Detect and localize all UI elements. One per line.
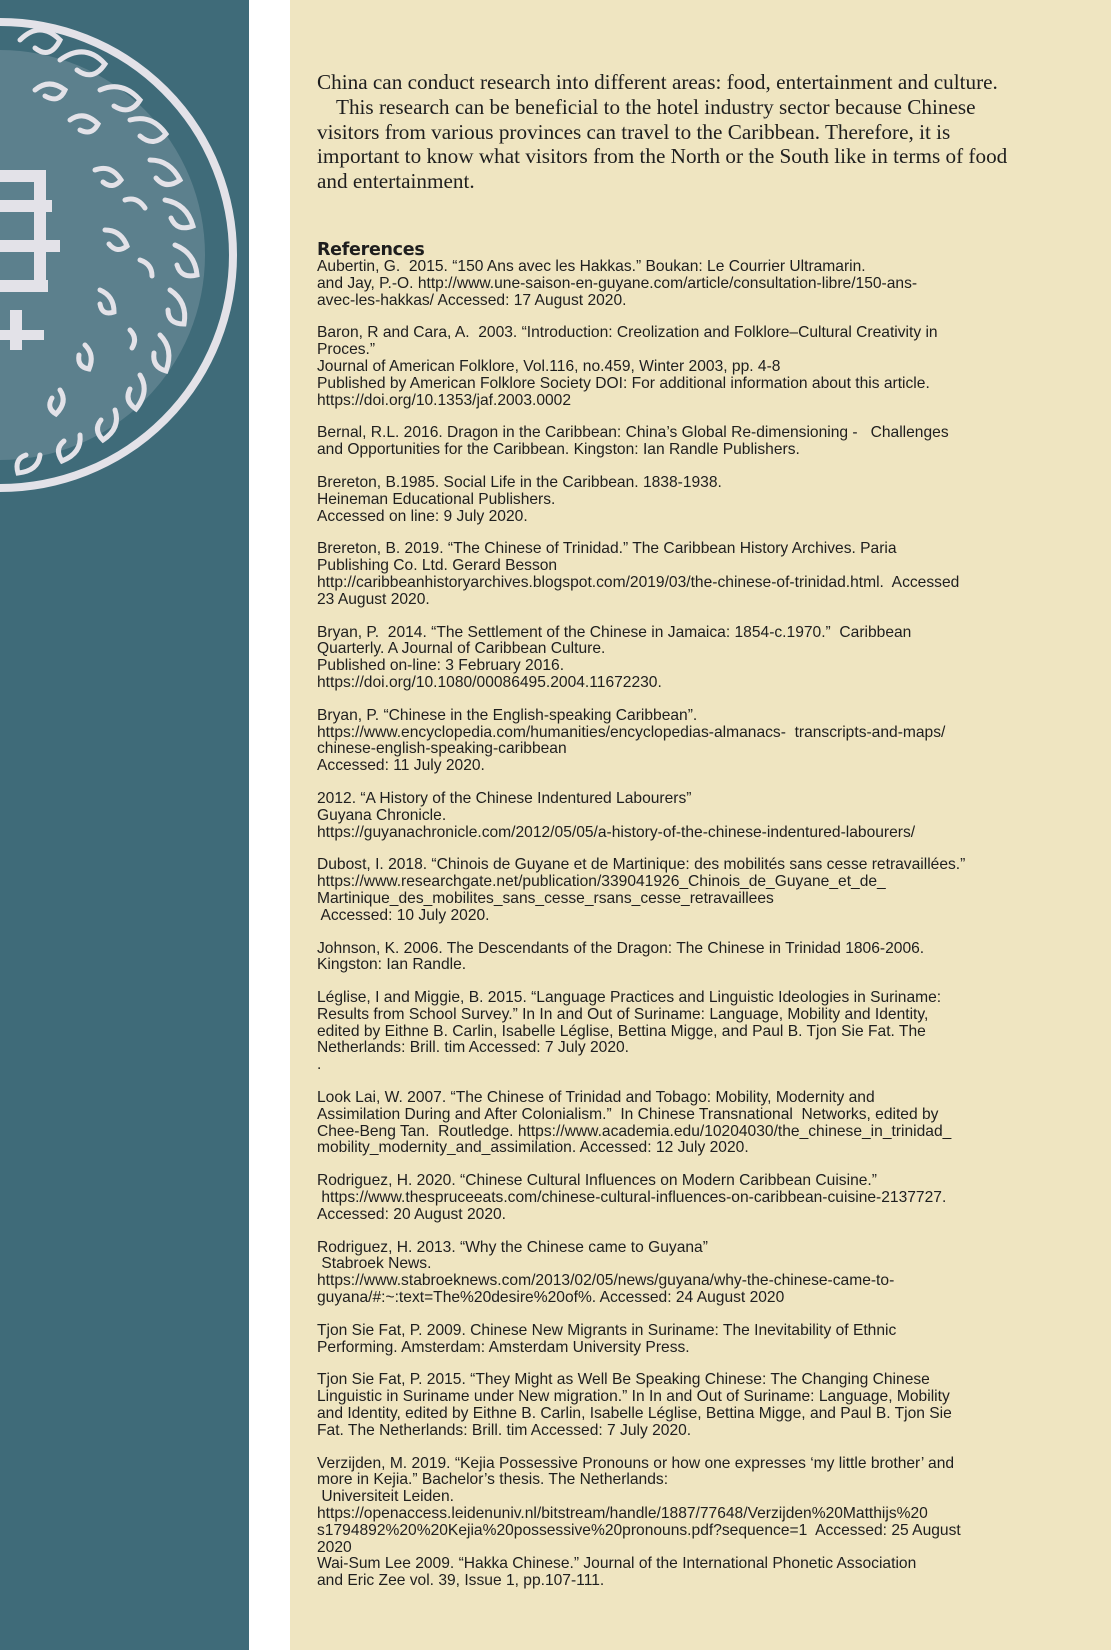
reference-line: Martinique_des_mobilites_sans_cesse_rsans_cesse_retravaillees xyxy=(317,889,774,907)
reference-entry xyxy=(317,1372,1047,1439)
reference-line: Dubost, I. 2018. “Chinois de Guyane et de Martinique: des mobilités sans cesse retravaillées.” xyxy=(317,856,966,874)
reference-line: mobility_modernity_and_assimilation. Accessed: 12 July 2020. xyxy=(317,1139,749,1157)
reference-line: Stabroek News. xyxy=(317,1255,432,1273)
reference-line: and Opportunities for the Caribbean. Kingston: Ian Randle Publishers. xyxy=(317,441,800,459)
reference-line: Rodriguez, H. 2020. “Chinese Cultural Influences on Modern Caribbean Cuisine.” xyxy=(317,1172,877,1190)
reference-entry xyxy=(317,791,1047,841)
reference-line: Léglise, I and Miggie, B. 2015. “Language Practices and Linguistic Ideologies in Suriname: xyxy=(317,989,942,1007)
references-heading: References xyxy=(317,240,425,260)
reference-line: Wai-Sum Lee 2009. “Hakka Chinese.” Journal of the International Phonetic Association xyxy=(317,1555,917,1573)
reference-entry xyxy=(317,1090,1047,1157)
reference-entry xyxy=(317,625,1047,692)
reference-line: https://openaccess.leidenuniv.nl/bitstream/handle/1887/77648/Verzijden%20Matthijs%20 xyxy=(317,1505,928,1523)
body-paragraph: China can conduct research into different areas: food, entertainment and culture. xyxy=(317,70,998,94)
reference-line: Verzijden, M. 2019. “Kejia Possessive Pronouns or how one expresses ‘my little brother’ and xyxy=(317,1454,955,1472)
reference-line: Published on-line: 3 February 2016. xyxy=(317,657,565,675)
reference-line: . xyxy=(317,1056,322,1074)
reference-line: Bryan, P. 2014. “The Settlement of the Chinese in Jamaica: 1854-c.1970.” Caribbean xyxy=(317,623,912,641)
reference-line: Baron, R and Cara, A. 2003. “Introduction: Creolization and Folklore–Cultural Creativity in xyxy=(317,324,938,342)
reference-line: https://www.thespruceeats.com/chinese-cultural-influences-on-caribbean-cuisine-2137727. xyxy=(317,1189,947,1207)
reference-line: Rodriguez, H. 2013. “Why the Chinese came to Guyana” xyxy=(317,1238,708,1256)
references-list xyxy=(317,259,1047,1606)
reference-entry xyxy=(317,475,1047,525)
reference-line: https://doi.org/10.1080/00086495.2004.11672230. xyxy=(317,673,662,691)
reference-line: http://caribbeanhistoryarchives.blogspot.com/2019/03/the-chinese-of-trinidad.html. Accessed xyxy=(317,573,960,591)
reference-line: Quarterly. A Journal of Caribbean Culture. xyxy=(317,640,606,658)
body-paragraph: This research can be beneficial to the hotel industry sector because Chinese visitors from various provinces can travel to the Caribbean. Therefore, it is important to know what visitors from the North or the South like in terms of food and entertainment. xyxy=(317,94,1008,194)
page-gutter xyxy=(249,0,290,1650)
reference-line: https://www.stabroeknews.com/2013/02/05/news/guyana/why-the-chinese-came-to- xyxy=(317,1272,895,1290)
reference-entry xyxy=(317,1556,1047,1590)
reference-line: Johnson, K. 2006. The Descendants of the Dragon: The Chinese in Trinidad 1806-2006. xyxy=(317,939,925,957)
reference-line: edited by Eithne B. Carlin, Isabelle Léglise, Bettina Migge, and Paul B. Tjon Sie Fat. The xyxy=(317,1022,926,1040)
reference-line: Fat. The Netherlands: Brill. tim Accessed: 7 July 2020. xyxy=(317,1421,692,1439)
reference-line: guyana/#:~:text=The%20desire%20of%. Accessed: 24 August 2020 xyxy=(317,1289,785,1307)
reference-line: Performing. Amsterdam: Amsterdam University Press. xyxy=(317,1338,690,1356)
reference-line: Bernal, R.L. 2016. Dragon in the Caribbean: China’s Global Re-dimensioning - Challenges xyxy=(317,424,949,442)
reference-line: https://doi.org/10.1353/jaf.2003.0002 xyxy=(317,391,572,409)
reference-line: and Identity, edited by Eithne B. Carlin, Isabelle Léglise, Bettina Migge, and Paul B. Tjon Sie xyxy=(317,1405,952,1423)
reference-line: Brereton, B. 2019. “The Chinese of Trinidad.” The Caribbean History Archives. Paria xyxy=(317,540,897,558)
decorative-sidebar xyxy=(0,0,249,1650)
reference-line: Bryan, P. “Chinese in the English-speaking Caribbean”. xyxy=(317,706,698,724)
reference-line: 23 August 2020. xyxy=(317,590,430,608)
reference-line: Heineman Educational Publishers. xyxy=(317,490,556,508)
reference-entry xyxy=(317,708,1047,775)
reference-line: s1794892%20%20Kejia%20possessive%20pronouns.pdf?sequence=1 Accessed: 25 August xyxy=(317,1521,961,1539)
reference-line: Results from School Survey.” In In and Out of Suriname: Language, Mobility and Identity, xyxy=(317,1005,929,1023)
reference-entry xyxy=(317,1323,1047,1357)
reference-line: Published by American Folklore Society DOI: For additional information about this article. xyxy=(317,374,930,392)
reference-line: more in Kejia.” Bachelor’s thesis. The Netherlands: xyxy=(317,1471,669,1489)
reference-line: 2012. “A History of the Chinese Indentured Labourers” xyxy=(317,789,692,807)
reference-line: Netherlands: Brill. tim Accessed: 7 July 2020. xyxy=(317,1039,630,1057)
reference-entry xyxy=(317,325,1047,409)
reference-line: Tjon Sie Fat, P. 2015. “They Might as Well Be Speaking Chinese: The Changing Chinese xyxy=(317,1371,930,1389)
reference-line: Assimilation During and After Colonialism.” In Chinese Transnational Networks, edited by xyxy=(317,1105,939,1123)
reference-entry xyxy=(317,990,1047,1074)
reference-line: Proces.” xyxy=(317,341,376,359)
reference-line: Universiteit Leiden. xyxy=(317,1488,454,1506)
reference-line: https://www.encyclopedia.com/humanities/encyclopedias-almanacs- transcripts-and-maps/ xyxy=(317,723,946,741)
reference-line: Accessed: 20 August 2020. xyxy=(317,1205,506,1223)
reference-line: Accessed: 11 July 2020. xyxy=(317,757,485,775)
reference-line: Tjon Sie Fat, P. 2009. Chinese New Migrants in Suriname: The Inevitability of Ethnic xyxy=(317,1321,897,1339)
reference-line: Brereton, B.1985. Social Life in the Caribbean. 1838-1938. xyxy=(317,473,722,491)
reference-line: Chee-Beng Tan. Routledge. https://www.academia.edu/10204030/the_chinese_in_trinidad_ xyxy=(317,1122,952,1140)
reference-line: https://www.researchgate.net/publication/339041926_Chinois_de_Guyane_et_de_ xyxy=(317,873,886,891)
reference-line: Linguistic in Suriname under New migration.” In In and Out of Suriname: Language, Mobility xyxy=(317,1388,950,1406)
reference-line: 2020 xyxy=(317,1538,352,1556)
reference-line: avec-les-hakkas/ Accessed: 17 August 2020. xyxy=(317,291,627,309)
reference-line: Guyana Chronicle. xyxy=(317,806,447,824)
reference-line: Accessed on line: 9 July 2020. xyxy=(317,507,528,525)
reference-entry xyxy=(317,857,1047,924)
reference-entry xyxy=(317,259,1047,309)
reference-line: and Jay, P.-O. http://www.une-saison-en-guyane.com/article/consultation-libre/150-ans- xyxy=(317,274,918,292)
reference-line: https://guyanachronicle.com/2012/05/05/a-history-of-the-chinese-indentured-labourers/ xyxy=(317,823,916,841)
reference-entry xyxy=(317,941,1047,975)
reference-entry xyxy=(317,425,1047,459)
reference-line: Aubertin, G. 2015. “150 Ans avec les Hakkas.” Boukan: Le Courrier Ultramarin. xyxy=(317,258,866,275)
body-text xyxy=(317,70,1037,194)
reference-line: and Eric Zee vol. 39, Issue 1, pp.107-111. xyxy=(317,1572,605,1590)
reference-line: Kingston: Ian Randle. xyxy=(317,956,467,974)
reference-line: Look Lai, W. 2007. “The Chinese of Trinidad and Tobago: Mobility, Modernity and xyxy=(317,1089,875,1107)
reference-entry xyxy=(317,541,1047,608)
reference-entry xyxy=(317,1173,1047,1223)
reference-entry xyxy=(317,1456,1047,1557)
reference-line: Publishing Co. Ltd. Gerard Besson xyxy=(317,557,558,575)
reference-line: Journal of American Folklore, Vol.116, no.459, Winter 2003, pp. 4-8 xyxy=(317,357,781,375)
chinese-cloud-medallion-icon xyxy=(0,0,249,500)
reference-entry xyxy=(317,1240,1047,1307)
reference-line: chinese-english-speaking-caribbean xyxy=(317,740,567,758)
reference-line: Accessed: 10 July 2020. xyxy=(317,906,490,924)
